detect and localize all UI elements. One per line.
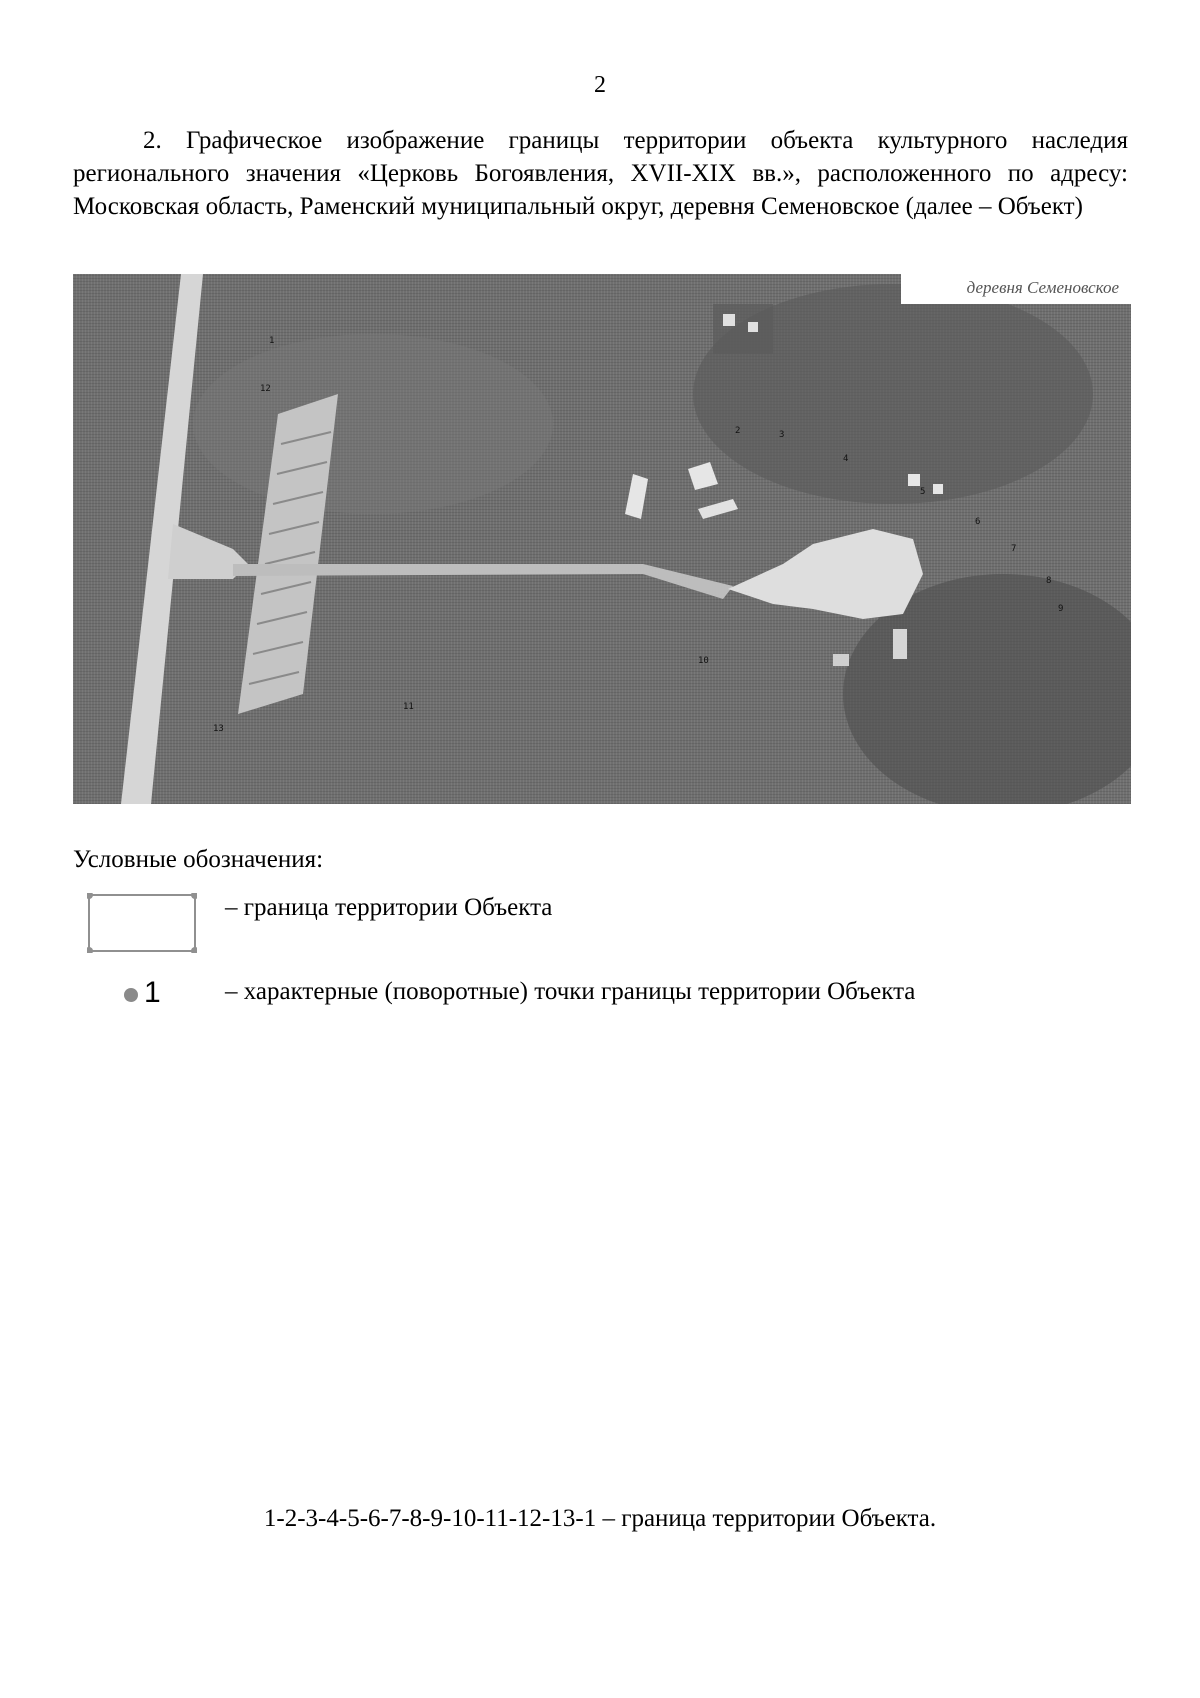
point-dot-icon xyxy=(124,988,138,1002)
boundary-point-label: 13 xyxy=(213,724,224,734)
point-legend-symbol xyxy=(124,978,184,1018)
page-number: 2 xyxy=(594,72,606,98)
boundary-point-label: 4 xyxy=(843,454,849,464)
boundary-point-label: 2 xyxy=(735,426,741,436)
point-legend-number: 1 xyxy=(144,976,161,1009)
boundary-legend-text: – граница территории Объекта xyxy=(225,894,553,921)
boundary-point-label: 10 xyxy=(698,656,709,666)
boundary-point-label: 8 xyxy=(1046,576,1052,586)
map-title: деревня Семеновское xyxy=(901,274,1131,304)
map-imagery xyxy=(73,274,1131,804)
boundary-point-label: 12 xyxy=(260,384,271,394)
points-legend-text: – характерные (поворотные) точки границы территории Объекта xyxy=(225,978,916,1005)
boundary-sequence: 1-2-3-4-5-6-7-8-9-10-11-12-13-1 – граница территории Объекта. xyxy=(263,1505,937,1532)
boundary-point-label: 11 xyxy=(403,702,414,712)
intro-paragraph: 2. Графическое изображение границы территории объекта культурного наследия регионального значения «Церковь Богоявления, XVII-XIX вв.», расположенного по адресу: Московская область, Раменский муниципальный округ, деревня Семеновское (далее – Объект) xyxy=(73,127,1128,220)
boundary-point-label: 3 xyxy=(779,430,785,440)
aerial-map xyxy=(73,274,1131,804)
boundary-point-label: 9 xyxy=(1058,604,1064,614)
boundary-legend-symbol xyxy=(87,893,197,953)
boundary-point-label: 5 xyxy=(920,487,926,497)
boundary-point-label: 7 xyxy=(1011,544,1017,554)
boundary-point-label: 6 xyxy=(975,517,981,527)
boundary-point-label: 1 xyxy=(269,336,275,346)
legend-title: Условные обозначения: xyxy=(73,846,324,873)
